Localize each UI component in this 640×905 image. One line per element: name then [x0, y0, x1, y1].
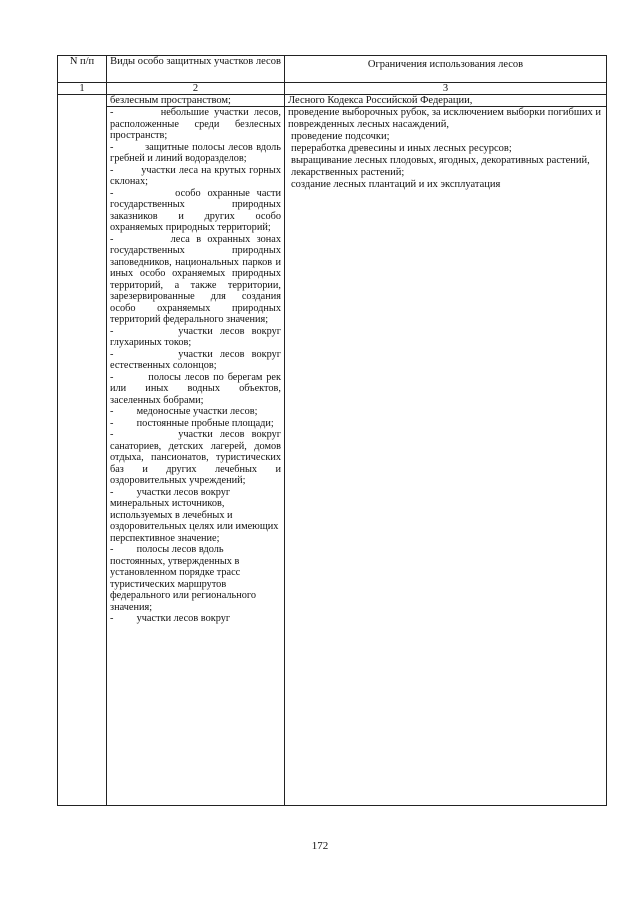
list-item: - небольшие участки лесов, расположенные среди безлесных пространств;: [110, 107, 281, 141]
table-row: [58, 95, 607, 107]
table-header-row: [58, 56, 607, 83]
list-item: - полосы лесов вдоль постоянных, утвержденных в установленном порядке трасс туристических маршрутов федерального или регионального значения;: [110, 544, 257, 613]
list-item: проведение подсочки;: [291, 131, 390, 142]
list-item: - участки лесов вокруг естественных солонцов;: [110, 348, 281, 371]
restrictions-cell: [285, 107, 607, 806]
column-number-1: 1: [58, 83, 107, 95]
list-item: проведение выборочных рубок, за исключением выборки погибших и поврежденных лесных насаждений,: [288, 107, 602, 130]
list-item: - защитные полосы лесов вдоль гребней и линий водоразделов;: [110, 141, 281, 164]
list-item: - особо охранные части государственных природных заказников и других особо охраняемых природных территорий;: [110, 187, 281, 233]
list-item: создание лесных плантаций и их эксплуатация: [291, 179, 501, 190]
list-item: - участки лесов вокруг санаториев, детских лагерей, домов отдыха, пансионатов, туристических баз и других лечебных и оздоровительных учреждений;: [110, 429, 281, 486]
restrictions-table: [57, 55, 607, 806]
column-number-2: 2: [107, 83, 285, 95]
list-item: - участки лесов вокруг глухариных токов;: [110, 325, 281, 348]
column-number-row: [58, 83, 607, 95]
list-item: - постоянные пробные площади;: [110, 417, 274, 429]
list-item: - леса в охранных зонах государственных природных заповедников, национальных парков и иных особо охраняемых природных территорий, а также территории, зарезервированные для создания особо охраняемых природных территорий федерального значения;: [110, 233, 281, 325]
continued-restriction: Лесного Кодекса Российской Федерации,: [285, 95, 607, 107]
list-item: - полосы лесов по берегам рек или иных водных объектов, заселенных бобрами;: [110, 371, 281, 406]
list-item: - участки леса на крутых горных склонах;: [110, 164, 281, 187]
table-row: [58, 107, 607, 806]
list-item: - участки лесов вокруг минеральных источников, используемых в лечебных и оздоровительных целях или имеющих перспективное значение;: [110, 486, 279, 544]
header-restrictions: Ограничения использования лесов: [285, 56, 607, 83]
page-number: 172: [311, 840, 329, 852]
list-item: - медоносные участки лесов;: [110, 406, 258, 417]
continued-forest-type: безлесным пространством;: [107, 95, 285, 107]
column-number-3: 3: [285, 83, 607, 95]
list-item: переработка древесины и иных лесных ресурсов;: [291, 143, 512, 154]
header-number: N п/п: [58, 56, 107, 83]
list-item: - участки лесов вокруг: [110, 613, 231, 624]
row-number-cell: [58, 95, 107, 806]
forest-types-cell: [107, 107, 285, 806]
header-forest-types: Виды особо защитных участков лесов: [107, 56, 285, 83]
list-item: выращивание лесных плодовых, ягодных, декоративных растений, лекарственных растений;: [291, 155, 590, 178]
